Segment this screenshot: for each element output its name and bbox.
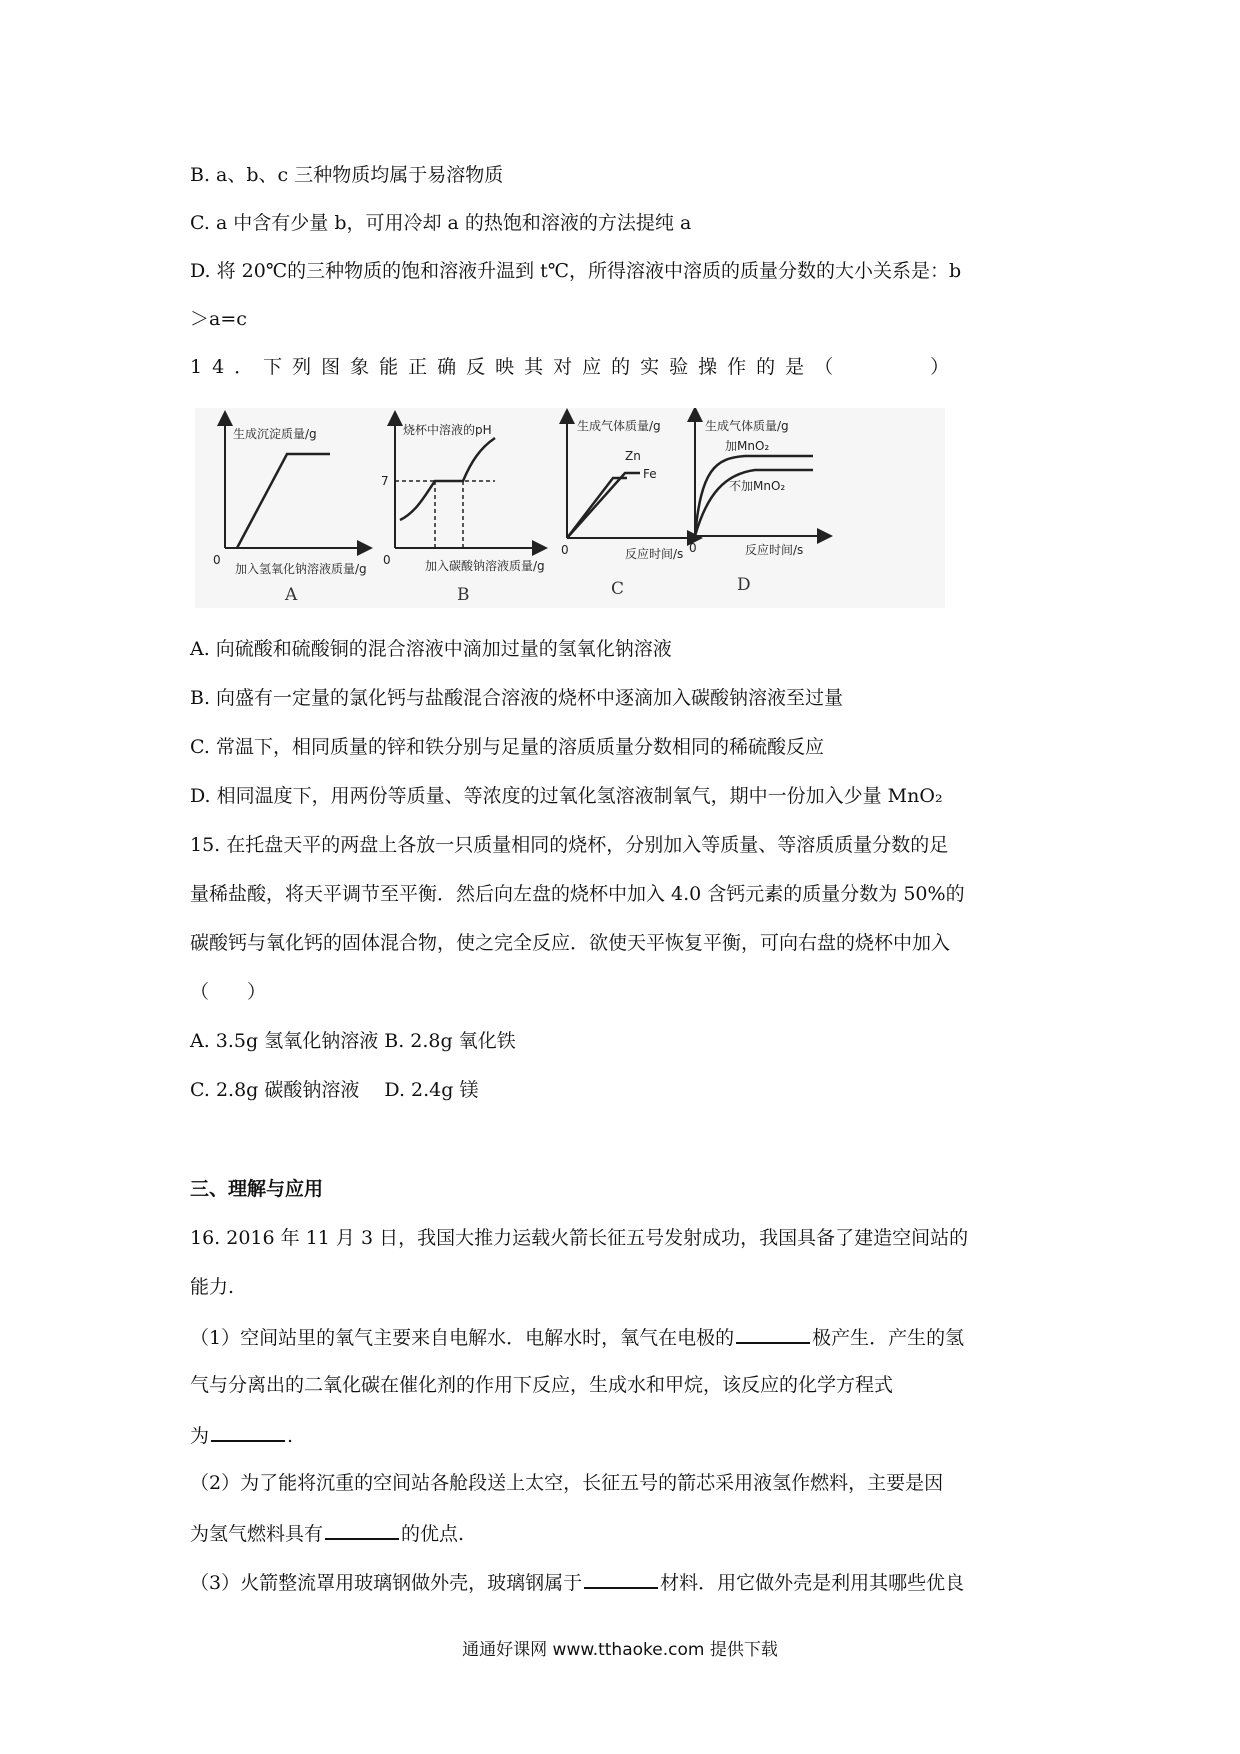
q16-p2-line1: （2）为了能将沉重的空间站各舱段送上太空，长征五号的箭芯采用液氢作燃料，主要是因 xyxy=(190,1472,944,1494)
q13-option-c: C. a 中含有少量 b，可用冷却 a 的热饱和溶液的方法提纯 a xyxy=(190,212,692,234)
graph-b-tick7: 7 xyxy=(381,474,389,488)
graph-c-ylabel: 生成气体质量/g xyxy=(577,419,661,433)
q16-blank-advantage[interactable] xyxy=(325,1520,399,1540)
q16-p3-line1 xyxy=(190,1569,964,1595)
graph-c-letter: C xyxy=(611,579,625,599)
q16-p3-text-a: （3）火箭整流罩用玻璃钢做外壳，玻璃钢属于 xyxy=(190,1572,583,1594)
section3-title: 三、理解与应用 xyxy=(190,1178,324,1200)
q14-option-d: D. 相同温度下，用两份等质量、等浓度的过氧化氢溶液制氧气，期中一份加入少量 MnO₂ xyxy=(190,785,943,807)
q14-graphs-svg xyxy=(195,408,945,608)
q13-option-d-line2: ＞a=c xyxy=(190,308,247,330)
graph-c-xlabel: 反应时间/s xyxy=(625,547,684,561)
graph-c-fe-label: Fe xyxy=(643,467,657,481)
q16-line2: 能力. xyxy=(190,1276,235,1298)
graph-c-origin: 0 xyxy=(561,543,569,557)
graph-c xyxy=(561,416,695,599)
graph-d-with-label: 加MnO₂ xyxy=(725,439,770,453)
q16-p2-text-b: 的优点. xyxy=(401,1523,465,1545)
q13-option-b: B. a、b、c 三种物质均属于易溶物质 xyxy=(190,164,504,186)
q16-p3-text-b: 材料．用它做外壳是利用其哪些优良 xyxy=(660,1572,965,1594)
q14-option-a: A. 向硫酸和硫酸铜的混合溶液中滴加过量的氢氧化钠溶液 xyxy=(190,638,672,660)
graph-b-letter: B xyxy=(457,585,470,605)
graph-a-xlabel: 加入氢氧化钠溶液质量/g xyxy=(235,562,367,576)
q13-option-d-line1: D. 将 20℃的三种物质的饱和溶液升温到 t℃，所得溶液中溶质的质量分数的大小关系是：b xyxy=(190,260,962,282)
graph-a-origin: 0 xyxy=(213,553,221,567)
graph-d-ylabel: 生成气体质量/g xyxy=(705,419,789,433)
q16-blank-equation[interactable] xyxy=(211,1422,285,1442)
q16-p1-line1 xyxy=(190,1324,964,1350)
q16-p1-line3 xyxy=(190,1422,293,1448)
q16-p1-text-a: （1）空间站里的氧气主要来自电解水．电解水时，氧气在电极的 xyxy=(190,1327,735,1349)
q16-blank-electrode[interactable] xyxy=(736,1324,810,1344)
graph-a-letter: A xyxy=(285,585,298,605)
q15-options-ab: A. 3.5g 氢氧化钠溶液 B. 2.8g 氧化铁 xyxy=(190,1030,516,1052)
q16-blank-material[interactable] xyxy=(584,1569,658,1589)
q14-option-b: B. 向盛有一定量的氯化钙与盐酸混合溶液的烧杯中逐滴加入碳酸钠溶液至过量 xyxy=(190,687,844,709)
graph-a xyxy=(213,418,367,605)
q16-p1-line3-b: . xyxy=(287,1425,294,1447)
q15-line2: 量稀盐酸，将天平调节至平衡．然后向左盘的烧杯中加入 4.0 含钙元素的质量分数为 50%的 xyxy=(190,883,965,905)
graph-d-xlabel: 反应时间/s xyxy=(745,543,804,557)
q15-line4: （ ） xyxy=(190,981,267,1003)
graph-b-ylabel: 烧杯中溶液的pH xyxy=(403,423,492,437)
q16-p2-text-a: 为氢气燃料具有 xyxy=(190,1523,324,1545)
q16-line1: 16. 2016 年 11 月 3 日，我国大推力运载火箭长征五号发射成功，我国具备了建造空间站的 xyxy=(190,1227,969,1249)
graph-d-origin: 0 xyxy=(689,541,697,555)
graph-b-xlabel: 加入碳酸钠溶液质量/g xyxy=(425,559,545,573)
graph-b-origin: 0 xyxy=(383,553,391,567)
q15-line3: 碳酸钙与氧化钙的固体混合物，使之完全反应．欲使天平恢复平衡，可向右盘的烧杯中加入 xyxy=(190,932,951,954)
graph-b xyxy=(381,418,545,605)
graph-a-ylabel: 生成沉淀质量/g xyxy=(233,427,317,441)
graph-d xyxy=(689,414,825,595)
q14-stem: 14．下列图象能正确反映其对应的实验操作的是（ ） xyxy=(190,356,960,378)
q15-options-cd: C. 2.8g 碳酸钠溶液 D. 2.4g 镁 xyxy=(190,1079,479,1101)
q16-p1-line3-a: 为 xyxy=(190,1425,210,1447)
q16-p2-line2 xyxy=(190,1520,464,1546)
graph-d-without-label: 不加MnO₂ xyxy=(729,479,786,493)
q14-graphs xyxy=(195,408,945,608)
graph-d-letter: D xyxy=(737,575,751,595)
q16-p1-line2: 气与分离出的二氧化碳在催化剂的作用下反应，生成水和甲烷，该反应的化学方程式 xyxy=(190,1374,894,1396)
q14-option-c: C. 常温下，相同质量的锌和铁分别与足量的溶质质量分数相同的稀硫酸反应 xyxy=(190,736,824,758)
q15-line1: 15. 在托盘天平的两盘上各放一只质量相同的烧杯，分别加入等质量、等溶质质量分数的足 xyxy=(190,834,949,856)
graph-a-curve xyxy=(237,454,330,548)
q16-p1-text-b: 极产生．产生的氢 xyxy=(812,1327,965,1349)
graph-b-curve xyxy=(400,438,495,520)
graph-c-fe-line xyxy=(567,473,640,538)
page-footer: 通通好课网 www.tthaoke.com 提供下载 xyxy=(462,1640,778,1660)
graph-c-zn-label: Zn xyxy=(625,449,641,463)
